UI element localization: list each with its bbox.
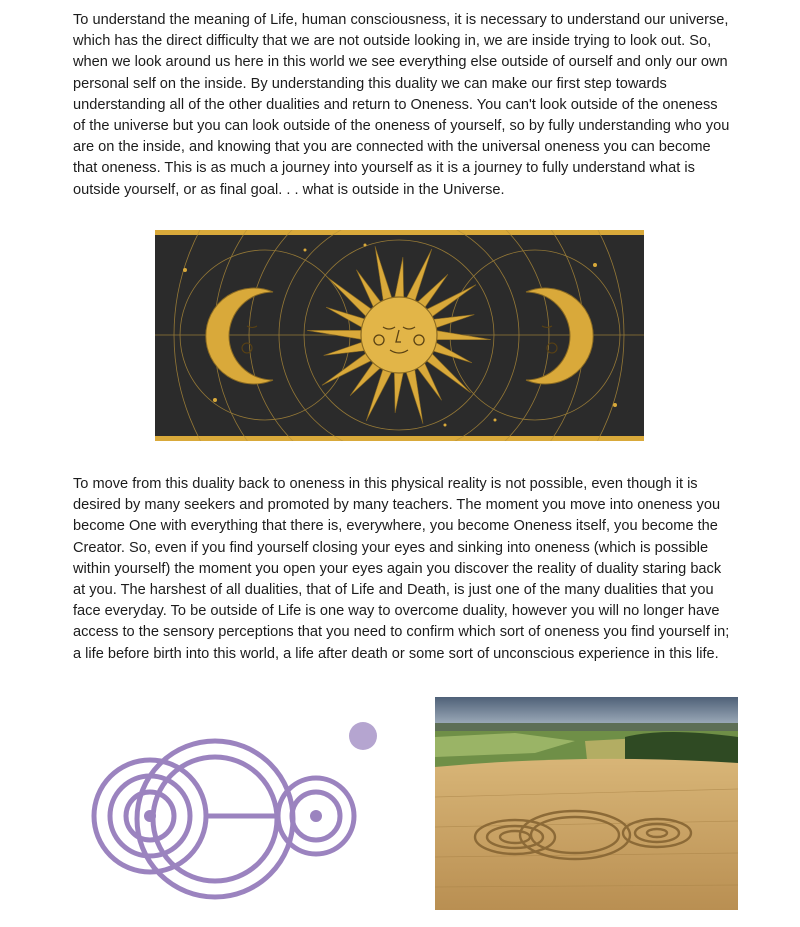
sun-and-moons-illustration <box>155 230 644 441</box>
crop-circle-field-photo <box>435 697 738 910</box>
concentric-circles-crop-symbol <box>88 712 388 912</box>
paragraph-intro: To understand the meaning of Life, human consciousness, it is necessary to understand our universe, which has the direct difficulty that we are not outside looking in, we are inside trying to look out. So, when we look around us here in this world we see everything else outside of ourself and only our own personal self on the inside. By understanding this duality we can make our first step towards understanding all of the other dualities and return to Oneness. You can't look outside of the oneness of the universe but you can look outside of the oneness of yourself, so by fully understanding who you are on the inside, and knowing that you are connected with the universal oneness you can become that oneness. This is as much a journey into yourself as it is a journey to fully understand what is outside yourself, or as final goal. . . what is outside in the Universe. <box>73 12 730 198</box>
paragraph-duality: To move from this duality back to oneness in this physical reality is not possible, even though it is desired by many seekers and promoted by many teachers. The moment you move into oneness you become One with everything that there is, everywhere, you become Oneness itself, you become the Creator. So, even if you find yourself closing your eyes and sinking into oneness (which is possible within yourself) the moment you open your eyes again you discover the reality of duality staring back at you. The harshest of all dualities, that of Life and Death, is just one of the many dualities that you face everyday. To be outside of Life is one way to overcome duality, however you will no longer have access to the sensory perceptions that you need to confirm which sort of oneness you find yourself in; a life before birth into this world, a life after death or some sort of unconscious experience in this life. <box>73 476 730 662</box>
